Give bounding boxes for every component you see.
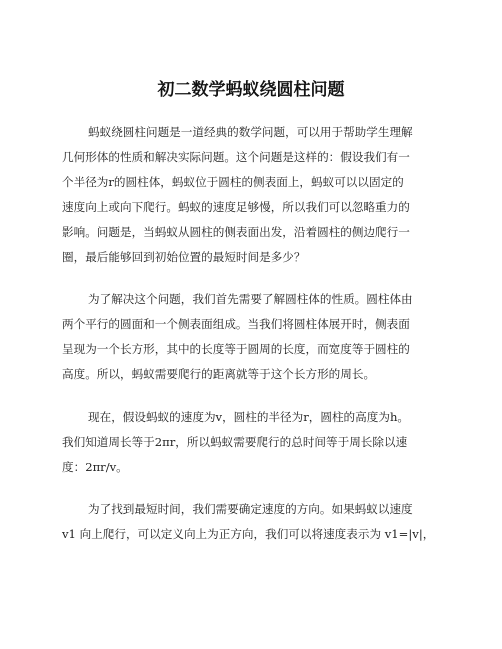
paragraph-3-line-2: 我们知道周长等于2πr，所以蚂蚁需要爬行的总时间等于周长除以速 xyxy=(62,435,408,449)
paragraph-2-line-3: 呈现为一个长方形，其中的长度等于圆周的长度，而宽度等于圆柱的 xyxy=(62,342,410,356)
paragraph-2-line-1: 为了解决这个问题，我们首先需要了解圆柱体的性质。圆柱体由 xyxy=(88,292,413,306)
paragraph-1-line-2: 几何形体的性质和解决实际问题。这个问题是这样的：假设我们有一 xyxy=(62,150,410,164)
paragraph-1-line-4: 速度向上或向下爬行。蚂蚁的速度足够慢，所以我们可以忽略重力的 xyxy=(62,200,410,214)
paragraph-4-line-1: 为了找到最短时间，我们需要确定速度的方向。如果蚂蚁以速度 xyxy=(88,502,413,516)
paragraph-1-line-3: 个半径为r的圆柱体，蚂蚁位于圆柱的侧表面上，蚂蚁可以以固定的 xyxy=(62,175,404,189)
paragraph-3-line-1: 现在，假设蚂蚁的速度为v，圆柱的半径为r，圆柱的高度为h。 xyxy=(88,410,409,424)
paragraph-2-line-4: 高度。所以，蚂蚁需要爬行的距离就等于这个长方形的周长。 xyxy=(62,367,376,381)
paragraph-3-line-3: 度：2πr/v。 xyxy=(62,460,128,474)
document-title: 初二数学蚂蚁绕圆柱问题 xyxy=(157,80,345,100)
paragraph-1-line-1: 蚂蚁绕圆柱问题是一道经典的数学问题，可以用于帮助学生理解 xyxy=(88,125,413,139)
paragraph-4-line-2: v1 向上爬行，可以定义向上为正方向，我们可以将速度表示为 v1=|v|， xyxy=(62,527,435,541)
paragraph-2-line-2: 两个平行的圆面和一个侧表面组成。当我们将圆柱体展开时，侧表面 xyxy=(62,317,410,331)
paragraph-1-line-5: 影响。问题是，当蚂蚁从圆柱的侧表面出发，沿着圆柱的侧边爬行一 xyxy=(62,225,410,239)
paragraph-1-line-6: 圈，最后能够回到初始位置的最短时间是多少？ xyxy=(62,250,306,264)
